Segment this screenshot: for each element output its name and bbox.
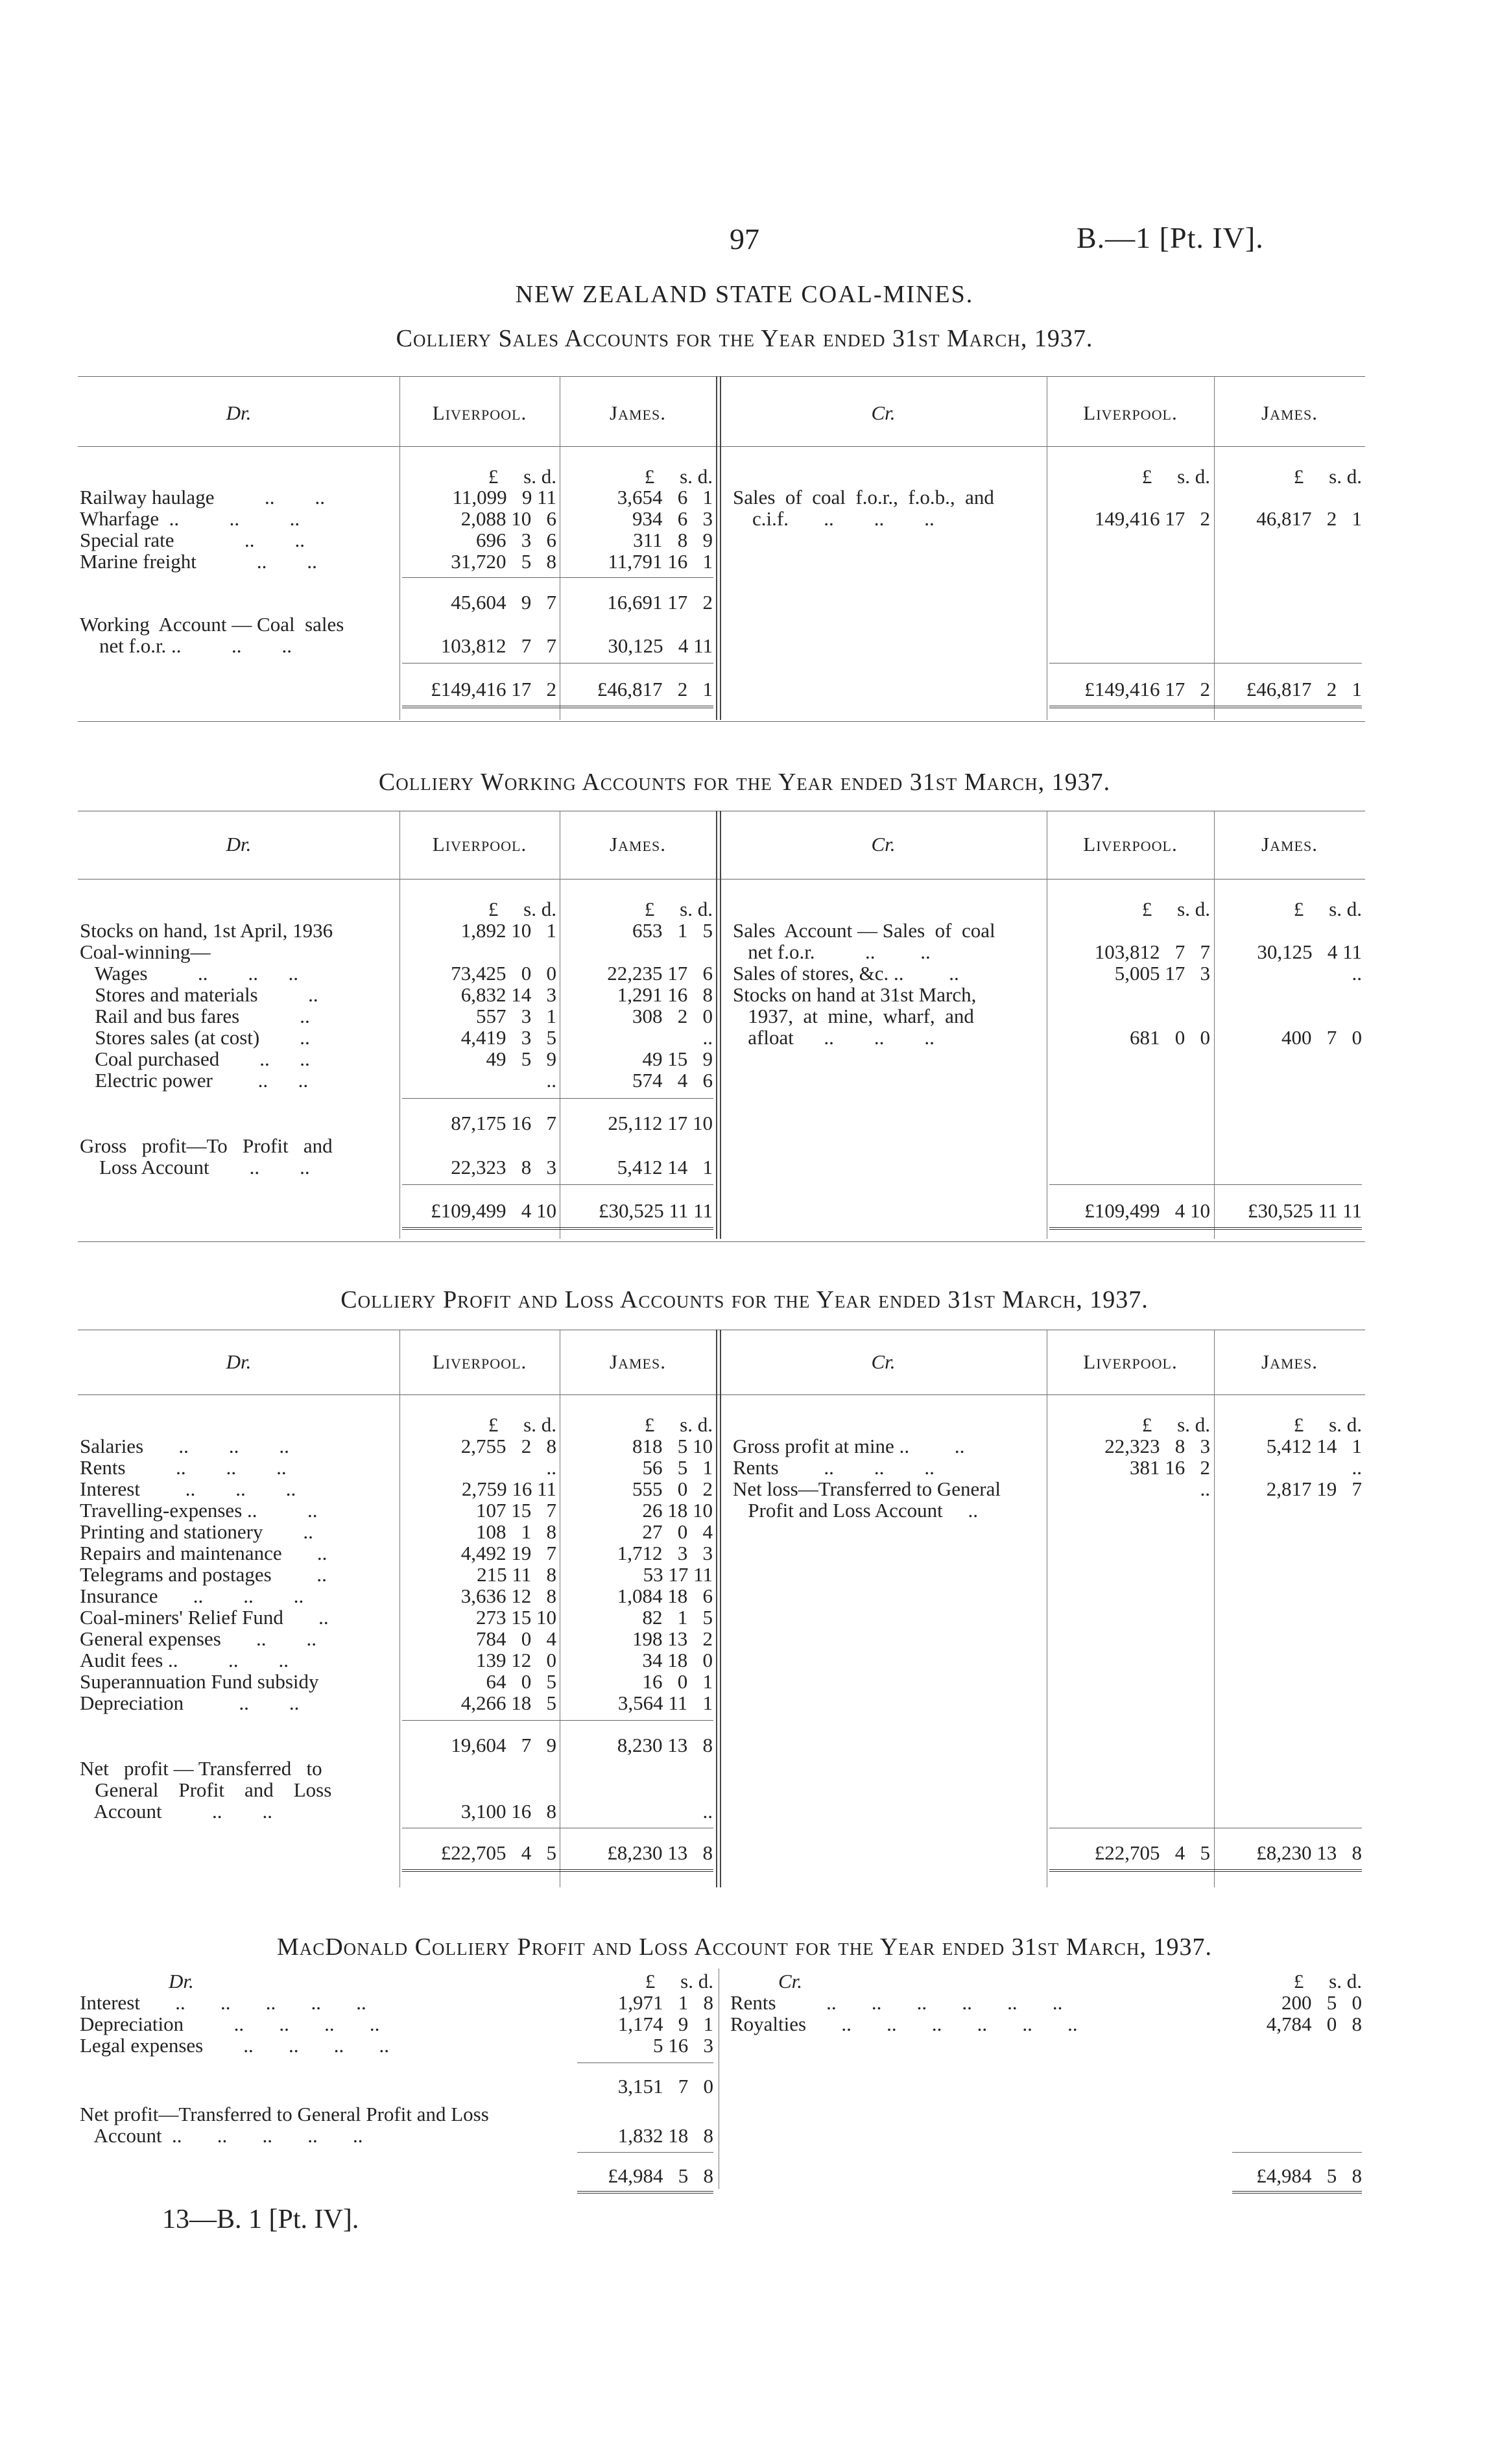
dr-item-james: 34 18 0 (642, 1649, 713, 1671)
rule (78, 721, 1365, 722)
dr-item-amount: 1,971 1 8 (617, 1991, 713, 2014)
dr-item-liverpool: 696 3 6 (476, 529, 556, 551)
net-profit-label: General Profit and Loss (80, 1778, 332, 1801)
cr-item-label: Rents .. .. .. .. .. .. (730, 1991, 1063, 2014)
cr-header: Cr. (871, 401, 896, 424)
james-header: James. (1261, 401, 1318, 424)
net-james: .. (702, 1800, 713, 1823)
net-profit-label: Net profit — Transferred to (80, 1757, 322, 1780)
cr-item-label: Rents .. .. .. (733, 1456, 935, 1479)
cr-total-james: £46,817 2 1 (1246, 678, 1362, 700)
cr-item-james: .. (1352, 962, 1362, 985)
rule (720, 376, 721, 720)
dr-item-james: 1,084 18 6 (617, 1585, 713, 1607)
working-account-label: Working Account — Coal sales (80, 613, 344, 636)
lsd-header: £ s. d. (488, 898, 556, 920)
dr-item-label: Telegrams and postages .. (80, 1563, 327, 1586)
dr-item-james: 56 5 1 (642, 1456, 713, 1479)
lsd-header: £ s. d. (1293, 1970, 1362, 1992)
james-header: James. (610, 833, 666, 855)
lsd-header: £ s. d. (1293, 1413, 1362, 1436)
lsd-header: £ s. d. (1141, 1413, 1210, 1436)
rule (78, 446, 1365, 447)
dr-item-james: 1,712 3 3 (617, 1542, 713, 1564)
dr-item-label: Printing and stationery .. (80, 1520, 313, 1543)
total-rule (402, 663, 713, 664)
dr-item-label: Rail and bus fares .. (80, 1005, 310, 1027)
lsd-header: £ s. d. (644, 465, 713, 488)
rule (78, 376, 1365, 377)
dr-item-liverpool: 2,755 2 8 (460, 1435, 556, 1457)
gross-james: 5,412 14 1 (617, 1156, 713, 1178)
dr-item-liverpool: 108 1 8 (476, 1520, 556, 1543)
cr-item-label: Sales of stores, &c. .. .. (733, 962, 959, 985)
cr-item-liverpool: 5,005 17 3 (1114, 962, 1210, 985)
cr-item-label: Sales Account — Sales of coal (733, 919, 995, 942)
double-rule (1232, 2191, 1362, 2197)
cr-header: Cr. (871, 833, 896, 855)
net-amount: 1,832 18 8 (617, 2124, 713, 2147)
james-header: James. (610, 401, 666, 424)
cr-item-label: 1937, at mine, wharf, and (733, 1005, 974, 1027)
dr-item-label: Legal expenses .. .. .. .. (80, 2034, 389, 2057)
cr-item-liverpool: .. (1200, 1477, 1210, 1500)
lsd-header: £ s. d. (488, 465, 556, 488)
dr-item-liverpool: 139 12 0 (476, 1649, 556, 1671)
footer-reference: 13—B. 1 [Pt. IV]. (162, 2205, 359, 2234)
double-rule (1049, 1227, 1362, 1234)
dr-item-label: Coal-miners' Relief Fund .. (80, 1606, 329, 1629)
dr-item-james: 11,791 16 1 (608, 550, 713, 573)
dr-item-james: 82 1 5 (642, 1606, 713, 1629)
cr-item-label: Net loss—Transferred to General (733, 1477, 1001, 1500)
dr-item-label: Wages .. .. .. (80, 962, 299, 985)
subtotal-amount: 3,151 7 0 (617, 2075, 713, 2098)
gross-profit-label: Loss Account .. .. (99, 1156, 310, 1178)
total-rule (1049, 1184, 1362, 1185)
total-rule (1232, 2152, 1362, 2153)
james-header: James. (1261, 833, 1318, 855)
dr-item-james: 3,654 6 1 (617, 486, 713, 508)
dr-header: Dr. (226, 401, 252, 424)
dr-item-james: 198 13 2 (632, 1627, 713, 1650)
dr-item-james: 308 2 0 (632, 1005, 713, 1027)
cr-item-label: c.i.f. .. .. .. (752, 507, 935, 530)
lsd-header: £ s. d. (644, 1413, 713, 1436)
dr-item-james: 22,235 17 6 (607, 962, 713, 985)
lsd-header: £ s. d. (644, 898, 713, 920)
subtotal-liverpool: 45,604 9 7 (451, 591, 556, 614)
rule (1214, 376, 1215, 720)
total-james: £30,525 11 11 (599, 1199, 713, 1222)
subtotal-james: 25,112 17 10 (608, 1112, 713, 1134)
cr-item-amount: 4,784 0 8 (1266, 2013, 1362, 2035)
dr-item-label: Stores and materials .. (80, 983, 318, 1006)
cr-item-james: 400 7 0 (1281, 1026, 1362, 1049)
working-liverpool: 103,812 7 7 (440, 634, 556, 657)
dr-item-amount: 5 16 3 (653, 2034, 713, 2057)
dr-item-label: Insurance .. .. .. (80, 1585, 304, 1607)
document-reference: B.—1 [Pt. IV]. (1077, 221, 1264, 254)
dr-item-james: 27 0 4 (642, 1520, 713, 1543)
dr-item-liverpool: 6,832 14 3 (460, 983, 556, 1006)
dr-item-james: 818 5 10 (632, 1435, 713, 1457)
dr-item-label: Repairs and maintenance .. (80, 1542, 328, 1564)
gross-profit-label: Gross profit—To Profit and (80, 1134, 333, 1157)
dr-item-james: 26 18 10 (642, 1499, 713, 1522)
dr-item-liverpool: 2,759 16 11 (461, 1477, 556, 1500)
dr-item-james: 3,564 11 1 (617, 1692, 713, 1714)
total-rule (402, 1184, 713, 1185)
lsd-header: £ s. d. (1293, 465, 1362, 488)
dr-item-james: 653 1 5 (632, 919, 713, 942)
cr-item-liverpool: 149,416 17 2 (1094, 507, 1210, 530)
cr-header: Cr. (778, 1970, 803, 1992)
dr-item-liverpool: .. (546, 1456, 556, 1479)
dr-item-james: 16 0 1 (642, 1670, 713, 1693)
net-liverpool: 3,100 16 8 (460, 1800, 556, 1823)
liverpool-header: Liverpool. (1083, 401, 1178, 424)
cr-item-liverpool: 22,323 8 3 (1104, 1435, 1210, 1457)
cr-item-james: .. (1352, 1456, 1362, 1479)
double-rule (402, 1227, 713, 1234)
dr-item-label: Marine freight .. .. (80, 550, 317, 573)
dr-item-label: Wharfage .. .. .. (80, 507, 300, 530)
liverpool-header: Liverpool. (432, 401, 527, 424)
cr-item-label: Sales of coal f.o.r., f.o.b., and (733, 486, 994, 508)
dr-item-liverpool: 2,088 10 6 (460, 507, 556, 530)
dr-item-label: Stores sales (at cost) .. (80, 1026, 310, 1049)
lsd-header: £ s. d. (488, 1413, 556, 1436)
dr-item-liverpool: 4,419 3 5 (460, 1026, 556, 1049)
macdonald-title: MacDonald Colliery Profit and Loss Account for the Year ended 31st March, 1937. (276, 1933, 1213, 1961)
main-title: NEW ZEALAND STATE COAL-MINES. (515, 281, 974, 308)
cr-total-liverpool: £22,705 4 5 (1094, 1841, 1210, 1864)
cr-item-label: Gross profit at mine .. .. (733, 1435, 965, 1457)
cr-total-amount: £4,984 5 8 (1256, 2164, 1362, 2187)
liverpool-header: Liverpool. (432, 833, 527, 855)
cr-item-label: Profit and Loss Account .. (733, 1499, 978, 1522)
dr-item-label: Special rate .. .. (80, 529, 305, 551)
dr-item-liverpool: 73,425 0 0 (451, 962, 556, 985)
dr-item-label: Electric power .. .. (80, 1069, 309, 1092)
dr-item-liverpool: 4,266 18 5 (460, 1692, 556, 1714)
double-rule (402, 706, 713, 712)
dr-item-liverpool: 11,099 9 11 (452, 486, 556, 508)
gross-liverpool: 22,323 8 3 (451, 1156, 556, 1178)
rule (716, 811, 717, 1239)
net-profit-label: Account .. .. (80, 1800, 273, 1823)
cr-item-label: Royalties .. .. .. .. .. .. (730, 2013, 1078, 2035)
total-liverpool: £149,416 17 2 (431, 678, 556, 700)
cr-item-amount: 200 5 0 (1281, 1991, 1362, 2014)
rule (78, 1241, 1365, 1242)
dr-item-label: Interest .. .. .. (80, 1477, 296, 1500)
dr-item-label: Travelling-expenses .. .. (80, 1499, 318, 1522)
dr-header: Dr. (226, 833, 252, 855)
dr-item-liverpool: 107 15 7 (476, 1499, 556, 1522)
lsd-header: £ s. d. (1141, 898, 1210, 920)
rule (78, 1394, 1365, 1395)
dr-item-james: 53 17 11 (643, 1563, 713, 1586)
page-number: 97 (730, 222, 759, 256)
dr-header: Dr. (169, 1970, 194, 1992)
dr-item-james: 574 4 6 (632, 1069, 713, 1092)
cr-item-james: 30,125 4 11 (1257, 940, 1362, 963)
total-liverpool: £22,705 4 5 (440, 1841, 556, 1864)
working-account-label: net f.o.r. .. .. .. (99, 634, 292, 657)
cr-item-james: 5,412 14 1 (1266, 1435, 1362, 1457)
dr-item-james: 555 0 2 (632, 1477, 713, 1500)
net-profit-label: Account .. .. .. .. .. (80, 2124, 363, 2147)
liverpool-header: Liverpool. (1083, 833, 1178, 855)
dr-item-label: Railway haulage .. .. (80, 486, 325, 508)
dr-item-liverpool: 49 5 9 (486, 1047, 556, 1070)
dr-item-label: Audit fees .. .. .. (80, 1649, 289, 1671)
dr-item-james: 311 8 9 (633, 529, 713, 551)
subtotal-james: 16,691 17 2 (607, 591, 713, 614)
subtotal-rule (402, 577, 713, 578)
total-rule (1049, 663, 1362, 664)
dr-item-liverpool: 4,492 19 7 (460, 1542, 556, 1564)
lsd-header: £ s. d. (1293, 898, 1362, 920)
dr-item-liverpool: 31,720 5 8 (451, 550, 556, 573)
dr-item-james: 1,291 16 8 (617, 983, 713, 1006)
net-profit-label: Net profit—Transferred to General Profit and Loss (80, 2103, 489, 2125)
dr-item-label: Coal purchased .. .. (80, 1047, 310, 1070)
liverpool-header: Liverpool. (1083, 1350, 1178, 1373)
working-title: Colliery Working Accounts for the Year ended 31st March, 1937. (378, 769, 1111, 796)
dr-item-label: Rents .. .. .. (80, 1456, 287, 1479)
subtotal-liverpool: 19,604 7 9 (451, 1734, 556, 1756)
cr-total-liverpool: £149,416 17 2 (1084, 678, 1210, 700)
dr-item-liverpool: 784 0 4 (476, 1627, 556, 1650)
subtotal-rule (402, 1720, 713, 1721)
rule (720, 811, 721, 1239)
cr-total-james: £8,230 13 8 (1256, 1841, 1362, 1864)
james-header: James. (1261, 1350, 1318, 1373)
james-header: James. (610, 1350, 666, 1373)
total-rule (577, 2152, 713, 2153)
dr-item-liverpool: 273 15 10 (476, 1606, 556, 1629)
double-rule (577, 2191, 713, 2197)
cr-item-label: afloat .. .. .. (733, 1026, 935, 1049)
cr-total-liverpool: £109,499 4 10 (1084, 1199, 1210, 1222)
double-rule (1049, 706, 1362, 712)
dr-item-james: 934 6 3 (632, 507, 713, 530)
double-rule (1049, 1869, 1362, 1876)
rule (1214, 811, 1215, 1239)
dr-item-label: Superannuation Fund subsidy (80, 1670, 319, 1693)
dr-item-label: Stocks on hand, 1st April, 1936 (80, 919, 333, 942)
cr-item-liverpool: 103,812 7 7 (1094, 940, 1210, 963)
cr-item-liverpool: 381 16 2 (1130, 1456, 1210, 1479)
rule (720, 1330, 721, 1887)
dr-header: Dr. (226, 1350, 252, 1373)
dr-item-label: Coal-winning— (80, 940, 211, 963)
cr-item-james: 46,817 2 1 (1256, 507, 1362, 530)
dr-item-liverpool: 3,636 12 8 (460, 1585, 556, 1607)
total-james: £8,230 13 8 (607, 1841, 713, 1864)
total-james: £46,817 2 1 (597, 678, 713, 700)
rule (1214, 1330, 1215, 1887)
cr-total-james: £30,525 11 11 (1248, 1199, 1362, 1222)
liverpool-header: Liverpool. (432, 1350, 527, 1373)
rule (716, 376, 717, 720)
rule (716, 1330, 717, 1887)
dr-item-label: Depreciation .. .. .. .. (80, 2013, 380, 2035)
cr-item-label: Stocks on hand at 31st March, (733, 983, 977, 1006)
subtotal-liverpool: 87,175 16 7 (451, 1112, 556, 1134)
dr-item-liverpool: 557 3 1 (476, 1005, 556, 1027)
dr-item-liverpool: 215 11 8 (477, 1563, 556, 1586)
dr-item-liverpool: 64 0 5 (486, 1670, 556, 1693)
dr-item-label: General expenses .. .. (80, 1627, 317, 1650)
dr-item-liverpool: .. (546, 1069, 556, 1092)
pl-title: Colliery Profit and Loss Accounts for the Year ended 31st March, 1937. (340, 1286, 1149, 1313)
total-amount: £4,984 5 8 (608, 2164, 713, 2187)
sales-title: Colliery Sales Accounts for the Year ended 31st March, 1937. (396, 325, 1093, 352)
dr-item-amount: 1,174 9 1 (617, 2013, 713, 2035)
dr-item-james: .. (702, 1026, 713, 1049)
dr-item-label: Salaries .. .. .. (80, 1435, 289, 1457)
double-rule (402, 1869, 713, 1876)
cr-item-james: 2,817 19 7 (1266, 1477, 1362, 1500)
subtotal-rule (402, 1098, 713, 1099)
cr-item-liverpool: 681 0 0 (1130, 1026, 1210, 1049)
cr-header: Cr. (871, 1350, 896, 1373)
cr-item-label: net f.o.r. .. .. (733, 940, 931, 963)
total-liverpool: £109,499 4 10 (431, 1199, 556, 1222)
lsd-header: £ s. d. (1141, 465, 1210, 488)
lsd-header: £ s. d. (645, 1970, 713, 1992)
working-james: 30,125 4 11 (608, 634, 713, 657)
dr-item-label: Interest .. .. .. .. .. (80, 1991, 366, 2014)
subtotal-james: 8,230 13 8 (617, 1734, 713, 1756)
dr-item-liverpool: 1,892 10 1 (460, 919, 556, 942)
dr-item-james: 49 15 9 (642, 1047, 713, 1070)
dr-item-label: Depreciation .. .. (80, 1692, 300, 1714)
